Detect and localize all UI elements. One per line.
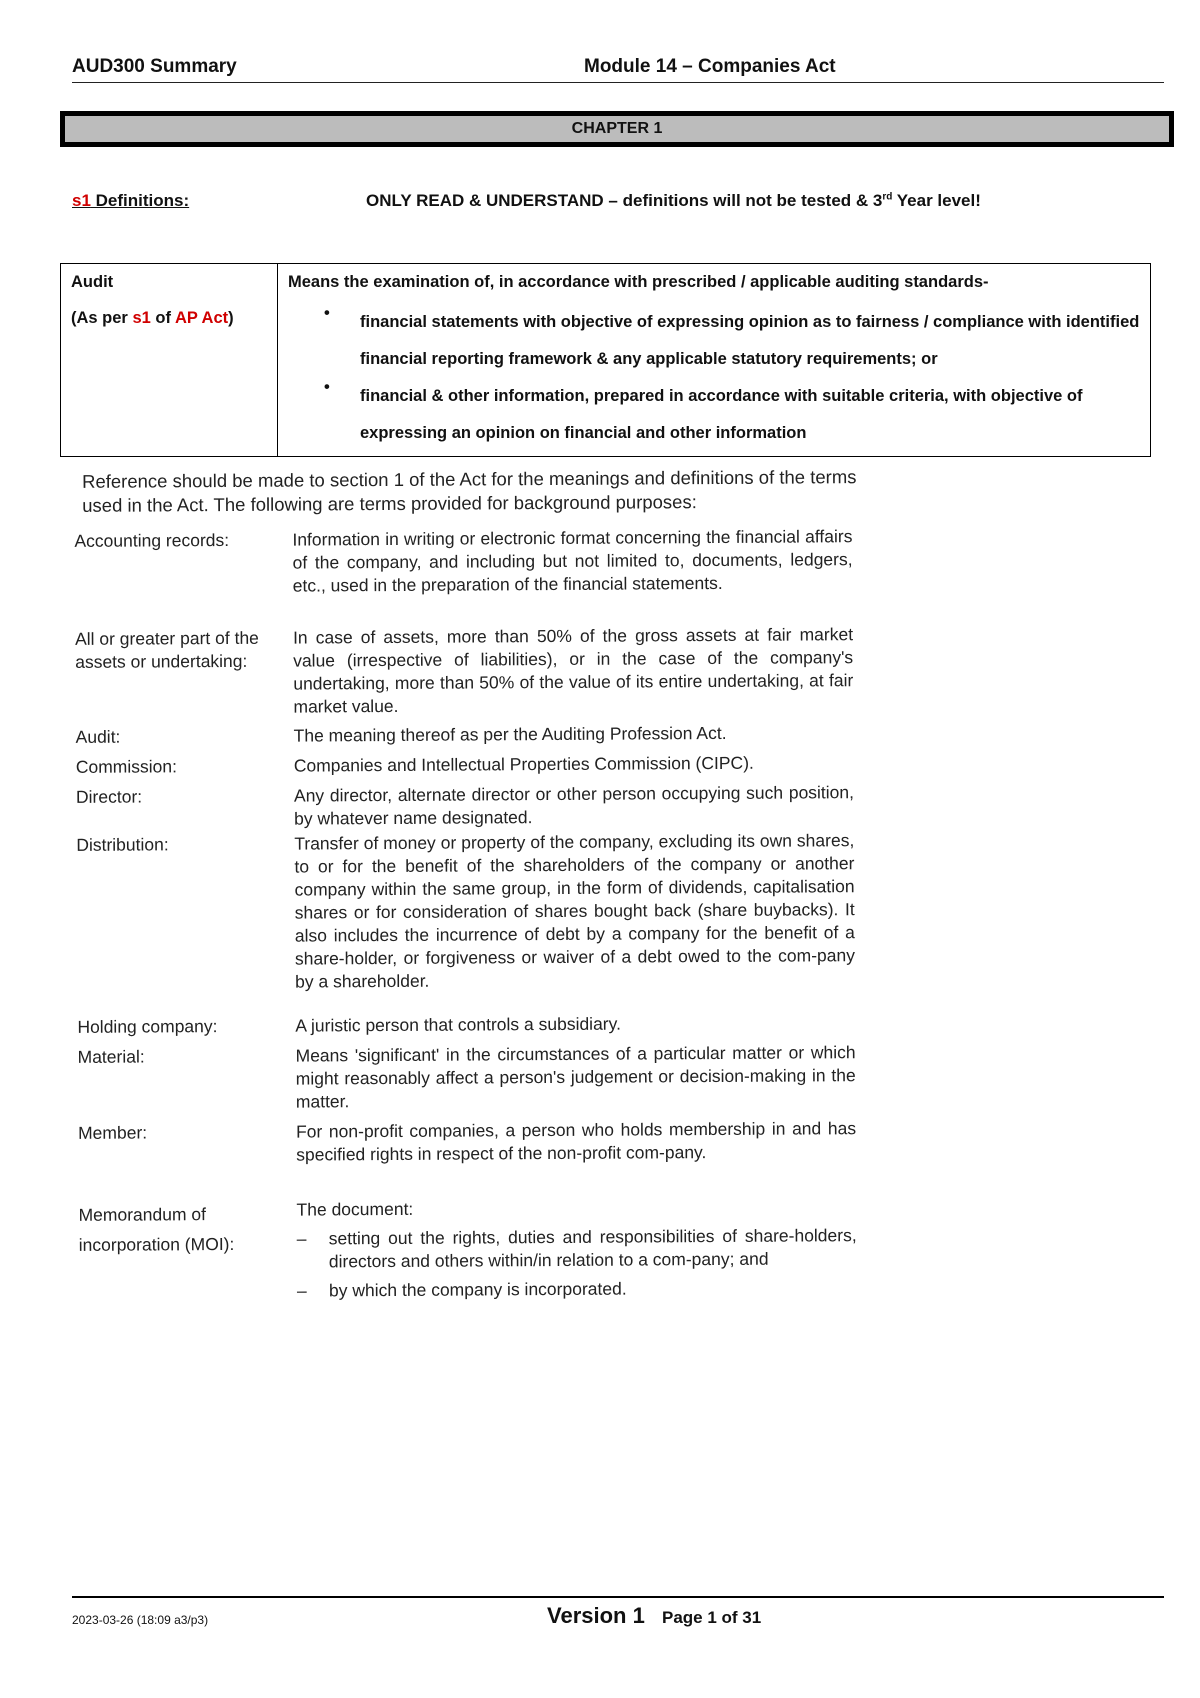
term-distribution: Distribution: <box>76 834 169 855</box>
audit-source: (As per s1 of AP Act) <box>71 309 234 327</box>
definition-distribution: Transfer of money or property of the company, excluding its own shares, to or for the benefit of the shareholders of the company or another company within the same group, in the form of dividends, capitalisation shares or for consideration of shares bought back (share buybacks). It also includes the incurrence of debt by a company for the benefit of a share-holder, or forgiveness or waiver of a debt owed to the com-pany by a shareholder. <box>294 830 856 992</box>
definition-holding-company: A juristic person that controls a subsidiary. <box>295 1013 621 1036</box>
moi-item <box>297 1276 857 1302</box>
definitions-note-sup: rd <box>882 191 893 203</box>
definition-accounting-records: Information in writing or electronic format concerning the financial affairs of the company, and including but not limited to, documents, ledgers, etc., used in the preparation of the financial statements. <box>292 526 853 596</box>
moi-item <box>297 1224 857 1273</box>
audit-source-act: AP Act <box>174 309 229 327</box>
term-material: Material: <box>77 1046 145 1067</box>
scanned-definitions-excerpt <box>60 465 865 1350</box>
definitions-label: Definitions: <box>90 191 190 210</box>
term-moi <box>78 1199 234 1260</box>
definitions-note-main: ONLY READ & UNDERSTAND – definitions will not be tested & 3 <box>366 191 883 210</box>
definition-commission: Companies and Intellectual Properties Commission (CIPC). <box>293 752 754 776</box>
chapter-title-bar <box>60 111 1174 147</box>
header-course-title: AUD300 Summary <box>72 56 237 77</box>
audit-source-section: s1 <box>132 309 151 327</box>
term-moi-line2: incorporation (MOI): <box>78 1233 235 1255</box>
section-reference: s1 <box>72 191 91 210</box>
definition-audit: The meaning thereof as per the Auditing Profession Act. <box>293 722 727 746</box>
definition-greater-part: In case of assets, more than 50% of the gross assets at fair market value (irrespective of liabilities), or in the case of the company's undertaking, more than 50% of the value of its entire undertaking, at fair market value. <box>292 624 854 717</box>
moi-lead: The document: <box>296 1198 414 1220</box>
definition-director: Any director, alternate director or other person occupying such position, by whatever name designated. <box>293 782 855 829</box>
audit-bullet-text: financial statements with objective of expressing opinion as to fairness / compliance with identified financial reporting framework & any applicable statutory requirements; or <box>360 313 1140 368</box>
audit-bullet-item <box>288 304 1140 378</box>
footer-page-number: Page 1 of 31 <box>662 1608 762 1627</box>
audit-bullet-text: financial & other information, prepared in accordance with suitable criteria, with objective of expressing an opinion on financial and other information <box>360 387 1083 442</box>
audit-term: Audit <box>71 273 114 291</box>
term-moi-line1: Memorandum of <box>78 1204 207 1225</box>
term-commission: Commission: <box>75 756 178 777</box>
footer-divider <box>72 1596 1164 1598</box>
header-module-title: Module 14 – Companies Act <box>584 56 836 77</box>
dash-icon: – <box>296 1280 307 1301</box>
definition-moi <box>296 1195 857 1302</box>
audit-meaning: Means the examination of, in accordance with prescribed / applicable auditing standards- <box>288 273 989 291</box>
chapter-title: CHAPTER 1 <box>571 120 663 137</box>
footer-timestamp: 2023-03-26 (18:09 a3/p3) <box>72 1613 209 1627</box>
definitions-heading <box>72 191 189 211</box>
audit-definition-table <box>60 263 1151 457</box>
bullet-icon: • <box>324 378 330 396</box>
moi-item-text: setting out the rights, duties and responsibilities of share-holders, directors and others within/in relation to a com-pany; and <box>328 1225 857 1272</box>
page-header <box>72 50 1164 83</box>
dash-icon: – <box>296 1228 307 1249</box>
definitions-note-end: Year level! <box>892 191 981 210</box>
bullet-icon: • <box>324 304 330 322</box>
term-member: Member: <box>77 1122 148 1143</box>
audit-bullet-item <box>288 378 1140 452</box>
term-accounting-records: Accounting records: <box>74 529 230 551</box>
term-audit: Audit: <box>75 726 121 747</box>
footer-version: Version 1 <box>547 1603 645 1628</box>
moi-item-text: by which the company is incorporated. <box>328 1278 627 1301</box>
audit-meaning-cell <box>278 264 1151 457</box>
audit-term-cell <box>61 264 278 457</box>
scanned-intro: Reference should be made to section 1 of the Act for the meanings and definitions of the terms used in the Act. The following are terms provided for background purposes: <box>82 466 857 516</box>
term-greater-part: All or greater part of the assets or undertaking: <box>74 627 259 672</box>
term-director: Director: <box>75 786 143 807</box>
definition-member: For non-profit companies, a person who holds membership in and has specified rights in respect of the non-profit com-pany. <box>295 1118 857 1165</box>
definition-material: Means 'significant' in the circumstances of a particular matter or which might reasonably affect a person's judgement or decision-making in the matter. <box>295 1042 856 1112</box>
term-holding-company: Holding company: <box>77 1016 218 1037</box>
definitions-note <box>366 191 981 211</box>
